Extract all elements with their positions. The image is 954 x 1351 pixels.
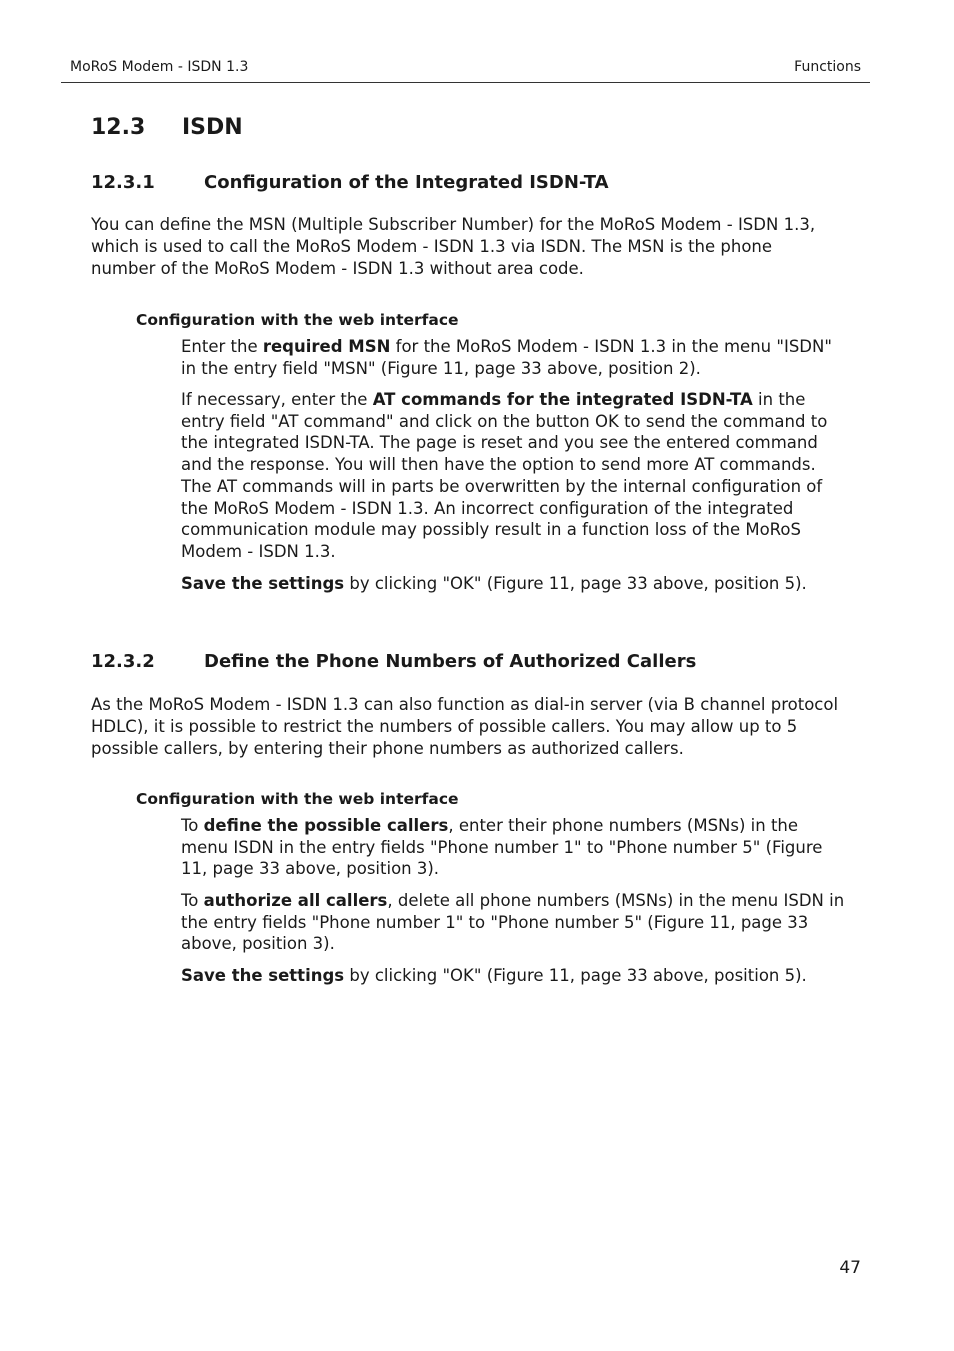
subsection-2-paragraph-authorize-all: [181, 890, 846, 955]
paragraph-emphasis: define the possible callers: [203, 816, 449, 835]
paragraph-text: , enter their phone numbers (MSNs) in the menu ISDN in the entry fields "Phone number 1" to "Phone number 5" (Figure 11, page 33 above, position 3).: [181, 816, 823, 879]
paragraph-text: by clicking "OK" (Figure 11, page 33 above, position 5).: [344, 966, 807, 985]
paragraph-text: If necessary, enter the: [181, 390, 373, 409]
paragraph-text: To: [181, 816, 204, 835]
subsection-heading-1: [91, 171, 609, 195]
subsection-2-paragraph-save: [181, 965, 846, 987]
subsection-2-intro: As the MoRoS Modem - ISDN 1.3 can also function as dial-in server (via B channel protocol HDLC), it is possible to restrict the numbers of possible callers. You may allow up to 5 possible callers, by entering their phone numbers as authorized callers.: [91, 695, 839, 758]
paragraph-emphasis: authorize all callers: [203, 891, 388, 910]
paragraph-text: for the MoRoS Modem - ISDN 1.3 in the menu "ISDN" in the entry field "MSN" (Figure 11, page 33 above, position 2).: [181, 337, 832, 378]
page-number: 47: [839, 1258, 861, 1278]
running-header: [70, 57, 861, 77]
subsection-1-web-heading: Configuration with the web interface: [136, 311, 459, 329]
subsection-1-intro: You can define the MSN (Multiple Subscriber Number) for the MoRoS Modem - ISDN 1.3, which is used to call the MoRoS Modem - ISDN 1.3 via ISDN. The MSN is the phone number of the MoRoS Modem - ISDN 1.3 without area code.: [91, 215, 816, 278]
paragraph-emphasis: AT commands for the integrated ISDN-TA: [372, 390, 753, 409]
subsection-number-1: 12.3.1: [91, 172, 155, 193]
paragraph-emphasis: Save the settings: [181, 574, 345, 593]
subsection-1-paragraph-save: [181, 573, 846, 595]
section-number: 12.3: [91, 115, 146, 140]
paragraph-text: , delete all phone numbers (MSNs) in the menu ISDN in the entry fields "Phone number 1" to "Phone number 5" (Figure 11, page 33 above, position 3).: [181, 891, 845, 954]
subsection-1-paragraph-msn: [181, 336, 846, 379]
header-divider: [61, 82, 870, 83]
subsection-2-paragraph-define-callers: [181, 815, 846, 880]
paragraph-emphasis: required MSN: [262, 337, 391, 356]
subsection-title-1: Configuration of the Integrated ISDN-TA: [204, 172, 609, 193]
paragraph-text: in the entry field "AT command" and click on the button OK to send the command to the integrated ISDN-TA. The page is reset and you see the entered command and the response. You will then have the option to send more AT commands. The AT commands will in parts be overwritten by the internal configuration of the MoRoS Modem - ISDN 1.3. An incorrect configuration of the integrated communication module may possibly result in a function loss of the MoRoS Modem - ISDN 1.3.: [181, 390, 828, 561]
paragraph-text: To: [181, 891, 204, 910]
header-product-name: MoRoS Modem - ISDN 1.3: [70, 59, 249, 75]
subsection-heading-2: [91, 650, 696, 674]
paragraph-text: Enter the: [181, 337, 263, 356]
section-heading: [91, 114, 243, 142]
header-chapter-name: Functions: [794, 59, 861, 75]
subsection-1-paragraph-at-commands: [181, 389, 846, 563]
section-title: ISDN: [182, 115, 243, 140]
subsection-number-2: 12.3.2: [91, 651, 155, 672]
paragraph-emphasis: Save the settings: [181, 966, 345, 985]
subsection-2-web-heading: Configuration with the web interface: [136, 790, 459, 808]
subsection-title-2: Define the Phone Numbers of Authorized Callers: [204, 651, 697, 672]
paragraph-text: by clicking "OK" (Figure 11, page 33 above, position 5).: [344, 574, 807, 593]
